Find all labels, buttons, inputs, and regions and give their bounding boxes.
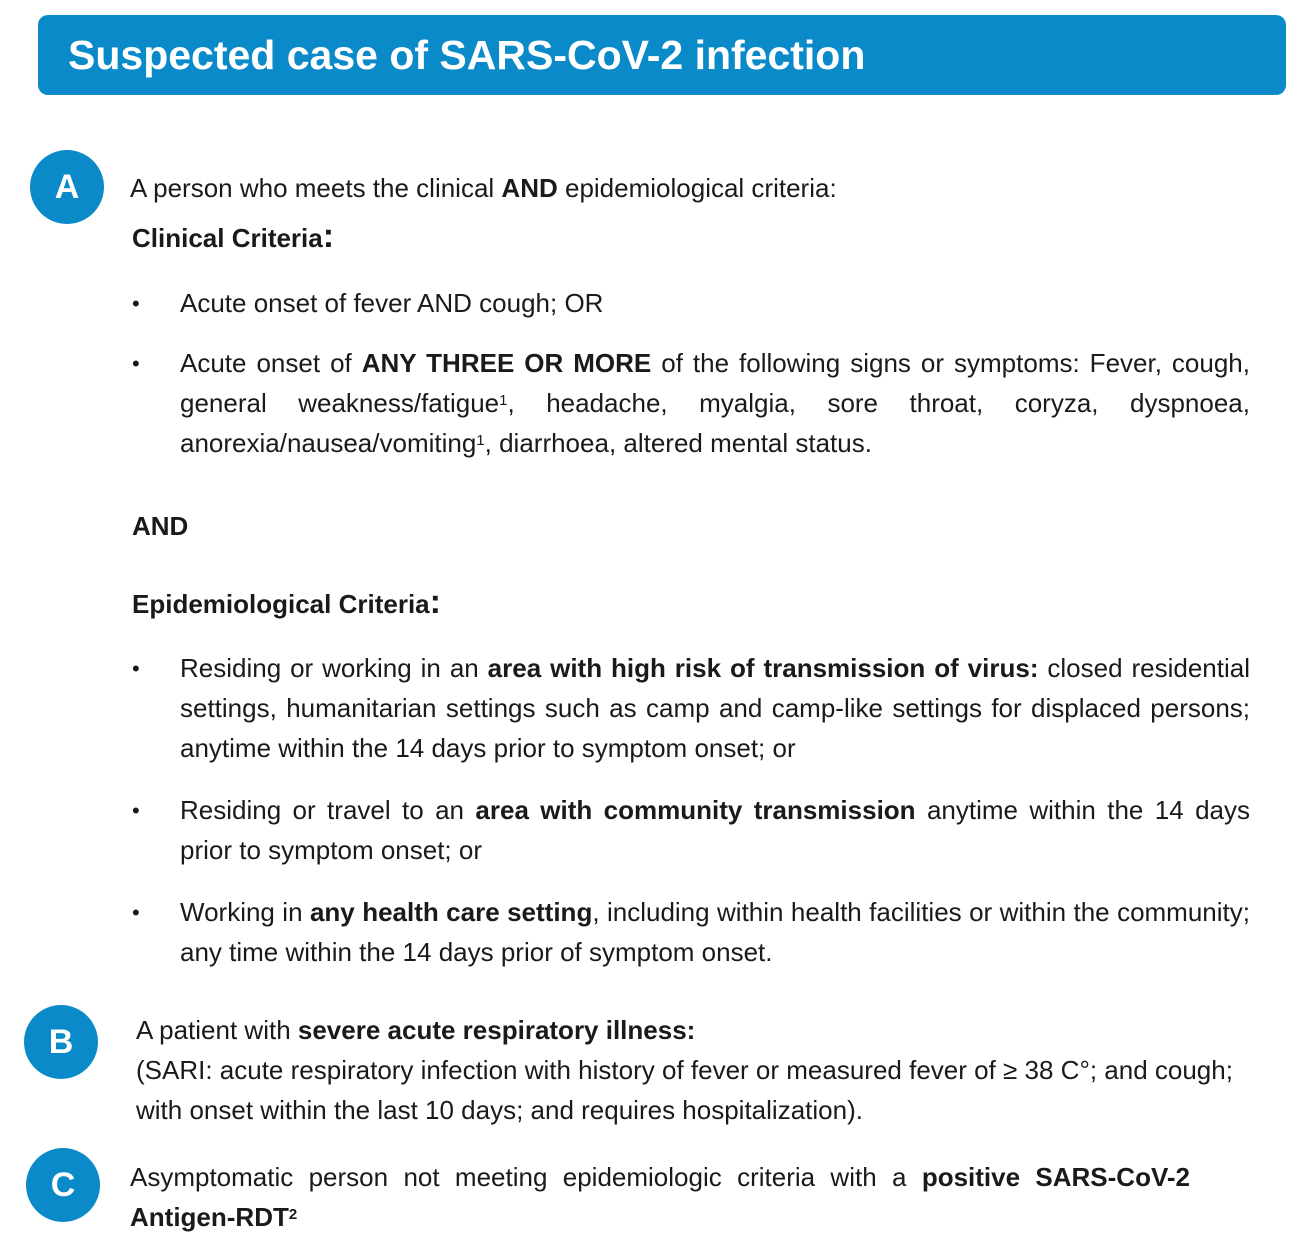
section-c-text xyxy=(130,1157,1190,1237)
epidemiological-criteria-heading: Epidemiological Criteria: xyxy=(132,583,441,621)
title-banner xyxy=(38,15,1286,95)
item-bold: area with high risk of transmission of virus: xyxy=(487,653,1039,683)
badge-c: C xyxy=(26,1148,100,1222)
section-b-detail: (SARI: acute respiratory infection with history of fever or measured fever of ≥ 38 C°; and cough; with onset within the last 10 days; and requires hospitalization). xyxy=(136,1055,1233,1125)
bullet-dot-icon: • xyxy=(132,291,140,316)
footnote-ref: 1 xyxy=(476,432,485,449)
item-bold: area with community transmission xyxy=(475,795,916,825)
bullet-dot-icon: • xyxy=(132,900,140,925)
epi-item-2 xyxy=(180,790,1250,870)
item-text: Residing or working in an xyxy=(180,653,488,683)
item-text: , diarrhoea, altered mental status. xyxy=(484,428,872,458)
epi-item-1 xyxy=(180,648,1250,768)
intro-text-end: epidemiological criteria: xyxy=(557,173,837,203)
section-b-bold: severe acute respiratory illness: xyxy=(297,1015,696,1045)
section-a-intro xyxy=(130,168,837,208)
clinical-heading-text: Clinical Criteria xyxy=(132,223,323,253)
item-text: , including within health facilities or within the community; any time within the 14 days prior of symptom onset. xyxy=(180,897,1250,967)
intro-bold: AND xyxy=(501,173,558,203)
item-text: of the following signs or symptoms: Fever, cough, general weakness/fatigue xyxy=(180,348,1250,418)
badge-b: B xyxy=(24,1005,98,1079)
item-text: Residing or travel to an xyxy=(180,795,476,825)
section-c-bold: positive SARS-CoV-2 Antigen-RDT xyxy=(130,1162,1190,1232)
and-label: AND xyxy=(132,511,189,541)
section-c-pre: Asymptomatic person not meeting epidemiologic criteria with a xyxy=(130,1162,922,1192)
intro-text: A person who meets the clinical xyxy=(130,173,502,203)
bullet-dot-icon: • xyxy=(132,351,140,376)
section-b-pre: A patient with xyxy=(136,1015,298,1045)
item-bold: ANY THREE OR MORE xyxy=(361,348,652,378)
item-text: anytime within the 14 days prior to symptom onset; or xyxy=(180,795,1250,865)
epi-heading-text: Epidemiological Criteria xyxy=(132,589,430,619)
clinical-criteria-heading: Clinical Criteria: xyxy=(132,217,335,255)
epi-item-3 xyxy=(180,892,1250,972)
footnote-ref: 2 xyxy=(288,1206,298,1223)
bullet-dot-icon: • xyxy=(132,656,140,681)
item-text: , headache, myalgia, sore throat, coryza, dyspnoea, anorexia/nausea/vomiting xyxy=(180,388,1250,458)
bullet-dot-icon: • xyxy=(132,798,140,823)
clinical-item-2 xyxy=(180,343,1250,463)
item-text: Working in xyxy=(180,897,310,927)
clinical-item-1: Acute onset of fever AND cough; OR xyxy=(180,288,604,318)
section-b-text xyxy=(136,1010,1246,1130)
item-text: Acute onset of xyxy=(180,348,362,378)
item-bold: any health care setting xyxy=(309,897,593,927)
footnote-ref: 1 xyxy=(499,392,508,409)
page-title: Suspected case of SARS-CoV-2 infection xyxy=(68,32,866,78)
badge-a: A xyxy=(30,150,104,224)
item-text: closed residential settings, humanitarian settings such as camp and camp-like settings for displaced persons; anytime within the 14 days prior to symptom onset; or xyxy=(180,653,1251,763)
